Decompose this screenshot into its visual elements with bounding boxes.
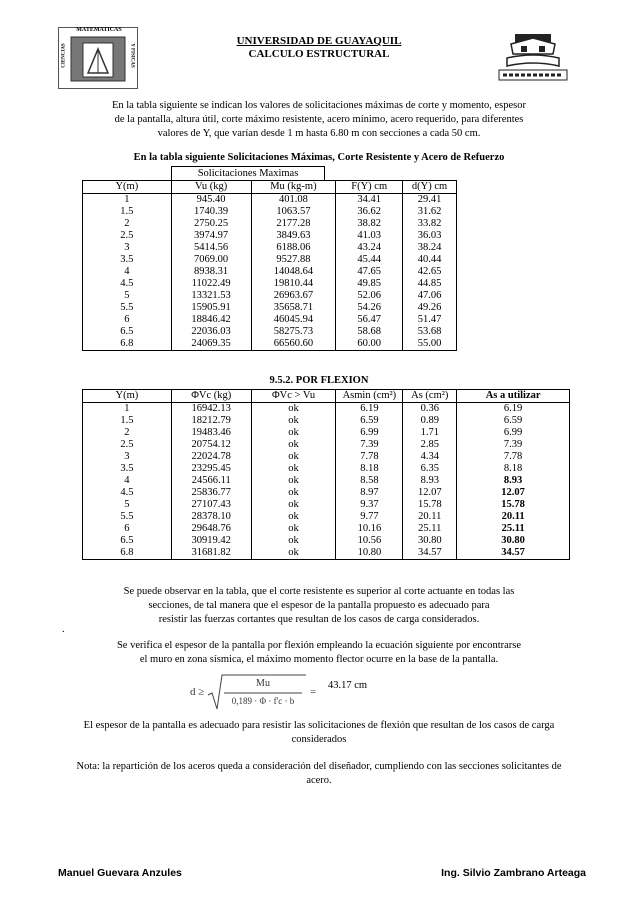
table-cell: 44.85 (403, 278, 457, 290)
table-cell: 5 (83, 290, 172, 302)
column-header: As a utilizar (457, 390, 570, 403)
table-cell: 9.37 (336, 499, 403, 511)
document-subtitle: CALCULO ESTRUCTURAL (248, 48, 390, 60)
table-cell: 4 (83, 266, 172, 278)
table-cell: 401.08 (251, 194, 336, 207)
table-cell: 10.16 (336, 523, 403, 535)
table-cell: 6 (83, 314, 172, 326)
table-cell: 14048.64 (251, 266, 336, 278)
table-cell: 30919.42 (171, 535, 251, 547)
table-cell: 58.68 (336, 326, 403, 338)
table-row (83, 266, 457, 278)
table-cell: ok (251, 427, 336, 439)
formula-lhs: d ≥ (190, 686, 205, 698)
table-cell: 7.78 (457, 451, 570, 463)
table-row (83, 475, 570, 487)
table-row (83, 415, 570, 427)
table-cell: 8.97 (336, 487, 403, 499)
table-cell: 52.06 (336, 290, 403, 302)
table-cell: 25836.77 (171, 487, 251, 499)
table-cell: 6 (83, 523, 172, 535)
table-row (83, 206, 457, 218)
table-cell: 11022.49 (171, 278, 251, 290)
intro-line-1: En la tabla siguiente se indican los valores de solicitaciones máximas de corte y momento, espesor (111, 100, 527, 111)
table-row (83, 511, 570, 523)
table-cell: 19810.44 (251, 278, 336, 290)
table-cell: 66560.60 (251, 338, 336, 351)
table-cell: 6.5 (83, 326, 172, 338)
note-line-1: Nota: la repartición de los aceros queda a consideración del diseñador, cumpliendo con las secciones solicitantes de (76, 761, 562, 772)
table-cell: 3 (83, 242, 172, 254)
table-cell: ok (251, 451, 336, 463)
table1-group-header: Solicitaciones Maximas (171, 166, 325, 180)
table-cell: 56.47 (336, 314, 403, 326)
table-cell: 47.06 (403, 290, 457, 302)
table-cell: 35658.71 (251, 302, 336, 314)
table-cell: 13321.53 (171, 290, 251, 302)
table-row (83, 230, 457, 242)
table-cell: 7.39 (457, 439, 570, 451)
table-cell: 4.34 (403, 451, 457, 463)
para2-line-1: Se puede observar en la tabla, que el corte resistente es superior al corte actuante en todas las (123, 586, 515, 597)
table-cell: 6.5 (83, 535, 172, 547)
table-cell: 24069.35 (171, 338, 251, 351)
table-cell: 2177.28 (251, 218, 336, 230)
table-cell: 15.78 (403, 499, 457, 511)
table-cell: 58275.73 (251, 326, 336, 338)
table-cell: 6.35 (403, 463, 457, 475)
table-cell: 6.99 (336, 427, 403, 439)
logo-left-side-text: CIENCIAS (61, 43, 67, 68)
table-cell: 10.80 (336, 547, 403, 560)
table-cell: ok (251, 535, 336, 547)
table-cell: 29.41 (403, 194, 457, 207)
column-header: Y(m) (83, 181, 172, 194)
university-title: UNIVERSIDAD DE GUAYAQUIL (236, 35, 402, 47)
table-cell: 27107.43 (171, 499, 251, 511)
table-cell: 46045.94 (251, 314, 336, 326)
table-cell: 9.77 (336, 511, 403, 523)
table-cell: 3.5 (83, 254, 172, 266)
table-cell: 30.80 (457, 535, 570, 547)
column-header: ΦVc > Vu (251, 390, 336, 403)
column-header: d(Y) cm (403, 181, 457, 194)
table-cell: 8.93 (403, 475, 457, 487)
table-cell: 15905.91 (171, 302, 251, 314)
table-cell: 6.19 (457, 403, 570, 416)
table-cell: 40.44 (403, 254, 457, 266)
note-line-2: acero. (306, 775, 332, 786)
table-cell: ok (251, 475, 336, 487)
table-row (83, 242, 457, 254)
formula-numerator: Mu (256, 678, 270, 689)
table-cell: 6.59 (336, 415, 403, 427)
table-cell: 1740.39 (171, 206, 251, 218)
table-row (83, 218, 457, 230)
para3-line-2: el muro en zona sísmica, el máximo momento flector ocurre en la base de la pantalla. (139, 654, 499, 665)
table-cell: 8.18 (457, 463, 570, 475)
table-cell: 29648.76 (171, 523, 251, 535)
column-header: ΦVc (kg) (171, 390, 251, 403)
table-cell: 34.57 (403, 547, 457, 560)
column-header: F(Y) cm (336, 181, 403, 194)
formula-denominator: 0,189 · Φ · f'c · b (231, 696, 295, 706)
table-cell: 28378.10 (171, 511, 251, 523)
table-cell: 5.5 (83, 302, 172, 314)
table-cell: 2 (83, 427, 172, 439)
table-cell: 25.11 (403, 523, 457, 535)
table-cell: 8.93 (457, 475, 570, 487)
table-cell: 6.8 (83, 338, 172, 351)
table-cell: ok (251, 439, 336, 451)
table-row (83, 499, 570, 511)
shear-conclusion-paragraph (60, 585, 578, 627)
logo-top-text: MATEMATICAS (76, 27, 122, 33)
table-cell: 20.11 (403, 511, 457, 523)
table-cell: 23295.45 (171, 463, 251, 475)
table-cell: 41.03 (336, 230, 403, 242)
table-row (83, 338, 457, 351)
table-cell: ok (251, 487, 336, 499)
table-row (83, 194, 457, 207)
table-cell: ok (251, 499, 336, 511)
table-cell: 38.82 (336, 218, 403, 230)
table-cell: 12.07 (403, 487, 457, 499)
table-cell: 5.5 (83, 511, 172, 523)
table1-caption: En la tabla siguiente Solicitaciones Máximas, Corte Resistente y Acero de Refuerzo (133, 152, 505, 163)
table-cell: 2 (83, 218, 172, 230)
table-cell: 26963.67 (251, 290, 336, 302)
table-row (83, 463, 570, 475)
table-row (83, 451, 570, 463)
solicitaciones-table (82, 180, 457, 351)
university-seal (497, 32, 569, 82)
table-cell: 3 (83, 451, 172, 463)
table-cell: 22036.03 (171, 326, 251, 338)
table-cell: 16942.13 (171, 403, 251, 416)
footer-author: Manuel Guevara Anzules (58, 867, 182, 879)
table-row (83, 403, 570, 416)
table-cell: 0.89 (403, 415, 457, 427)
table-cell: 12.07 (457, 487, 570, 499)
intro-line-3: valores de Y, que varían desde 1 m hasta 6.80 m con secciones a cada 50 cm. (157, 128, 481, 139)
table-cell: 34.57 (457, 547, 570, 560)
table-cell: 36.62 (336, 206, 403, 218)
table-cell: 31.62 (403, 206, 457, 218)
table-cell: 43.24 (336, 242, 403, 254)
table-cell: ok (251, 403, 336, 416)
table-cell: 20754.12 (171, 439, 251, 451)
table-cell: 20.11 (457, 511, 570, 523)
table-cell: 38.24 (403, 242, 457, 254)
table-cell: 8.58 (336, 475, 403, 487)
table-cell: 2.85 (403, 439, 457, 451)
table-row (83, 302, 457, 314)
table-cell: 25.11 (457, 523, 570, 535)
bullet-mark: . (62, 624, 65, 635)
table-row (83, 547, 570, 560)
flexion-conclusion-paragraph (40, 719, 598, 747)
table-cell: 6.99 (457, 427, 570, 439)
table-cell: 18212.79 (171, 415, 251, 427)
table-cell: 1.5 (83, 206, 172, 218)
table-cell: 945.40 (171, 194, 251, 207)
table-cell: 54.26 (336, 302, 403, 314)
table-cell: 47.65 (336, 266, 403, 278)
table-cell: 42.65 (403, 266, 457, 278)
intro-paragraph (60, 99, 578, 141)
table-cell: 30.80 (403, 535, 457, 547)
table-cell: 5 (83, 499, 172, 511)
table-cell: 1 (83, 403, 172, 416)
table-cell: 0.36 (403, 403, 457, 416)
table-row (83, 254, 457, 266)
table-cell: 22024.78 (171, 451, 251, 463)
table-cell: 3974.97 (171, 230, 251, 242)
table-cell: 19483.46 (171, 427, 251, 439)
table-row (83, 535, 570, 547)
table-cell: 24566.11 (171, 475, 251, 487)
logo-right-side-text: Y FISICAS (129, 43, 135, 68)
table-cell: 31681.82 (171, 547, 251, 560)
table-cell: 49.85 (336, 278, 403, 290)
table-cell: 45.44 (336, 254, 403, 266)
table-cell: 3.5 (83, 463, 172, 475)
table-cell: 8938.31 (171, 266, 251, 278)
table-header-row (83, 390, 570, 403)
table-cell: ok (251, 511, 336, 523)
table-cell: 10.56 (336, 535, 403, 547)
table-cell: 2.5 (83, 439, 172, 451)
column-header: Asmin (cm²) (336, 390, 403, 403)
footer-engineer: Ing. Silvio Zambrano Arteaga (441, 867, 586, 879)
table-cell: 4 (83, 475, 172, 487)
table-cell: 53.68 (403, 326, 457, 338)
flexion-check-paragraph (60, 639, 578, 667)
table-row (83, 487, 570, 499)
table-row (83, 326, 457, 338)
para2-line-3: resistir las fuerzas cortantes que resultan de los casos de carga considerados. (158, 614, 480, 625)
column-header: Mu (kg-m) (251, 181, 336, 194)
table-header-row (83, 181, 457, 194)
table-cell: 7069.00 (171, 254, 251, 266)
table-row (83, 314, 457, 326)
column-header: Vu (kg) (171, 181, 251, 194)
table-cell: 1.5 (83, 415, 172, 427)
flexion-table (82, 389, 570, 560)
table-cell: 1 (83, 194, 172, 207)
column-header: Y(m) (83, 390, 172, 403)
para3-line-1: Se verifica el espesor de la pantalla por flexión empleando la ecuación siguiente por encontrarse (116, 640, 522, 651)
table-cell: ok (251, 463, 336, 475)
formula-equals: = (310, 686, 317, 698)
table-cell: 4.5 (83, 278, 172, 290)
table-cell: 1063.57 (251, 206, 336, 218)
table-cell: 6.59 (457, 415, 570, 427)
note-paragraph (40, 760, 598, 788)
thickness-formula (190, 673, 330, 713)
table-cell: 36.03 (403, 230, 457, 242)
table-cell: 6.8 (83, 547, 172, 560)
table-cell: 15.78 (457, 499, 570, 511)
table-row (83, 523, 570, 535)
table-cell: 49.26 (403, 302, 457, 314)
table-cell: 7.78 (336, 451, 403, 463)
table-cell: 7.39 (336, 439, 403, 451)
para2-line-2: secciones, de tal manera que el espesor de la pantalla propuesto es adecuado para (148, 600, 490, 611)
formula-result: 43.17 cm (328, 680, 368, 691)
table-cell: 33.82 (403, 218, 457, 230)
table-cell: 6.19 (336, 403, 403, 416)
table-row (83, 439, 570, 451)
table-cell: 34.41 (336, 194, 403, 207)
table-cell: 2750.25 (171, 218, 251, 230)
intro-line-2: de la pantalla, altura útil, corte máximo resistente, acero mínimo, acero requerido, para diferentes (114, 114, 524, 125)
table-cell: ok (251, 415, 336, 427)
table-cell: 8.18 (336, 463, 403, 475)
table-cell: ok (251, 523, 336, 535)
table-row (83, 427, 570, 439)
table-cell: 60.00 (336, 338, 403, 351)
table-cell: 5414.56 (171, 242, 251, 254)
table-row (83, 278, 457, 290)
table-cell: 4.5 (83, 487, 172, 499)
table2-caption: 9.5.2. POR FLEXION (269, 375, 369, 386)
table-cell: 18846.42 (171, 314, 251, 326)
table-cell: 6188.06 (251, 242, 336, 254)
table-cell: 2.5 (83, 230, 172, 242)
table-cell: 9527.88 (251, 254, 336, 266)
table-cell: ok (251, 547, 336, 560)
table-cell: 1.71 (403, 427, 457, 439)
table-row (83, 290, 457, 302)
table-cell: 55.00 (403, 338, 457, 351)
para4-line-1: El espesor de la pantalla es adecuado para resistir las solicitaciones de flexión que resultan de los casos de carga (83, 720, 555, 731)
column-header: As (cm²) (403, 390, 457, 403)
table-cell: 3849.63 (251, 230, 336, 242)
para4-line-2: considerados (291, 734, 347, 745)
table-cell: 51.47 (403, 314, 457, 326)
